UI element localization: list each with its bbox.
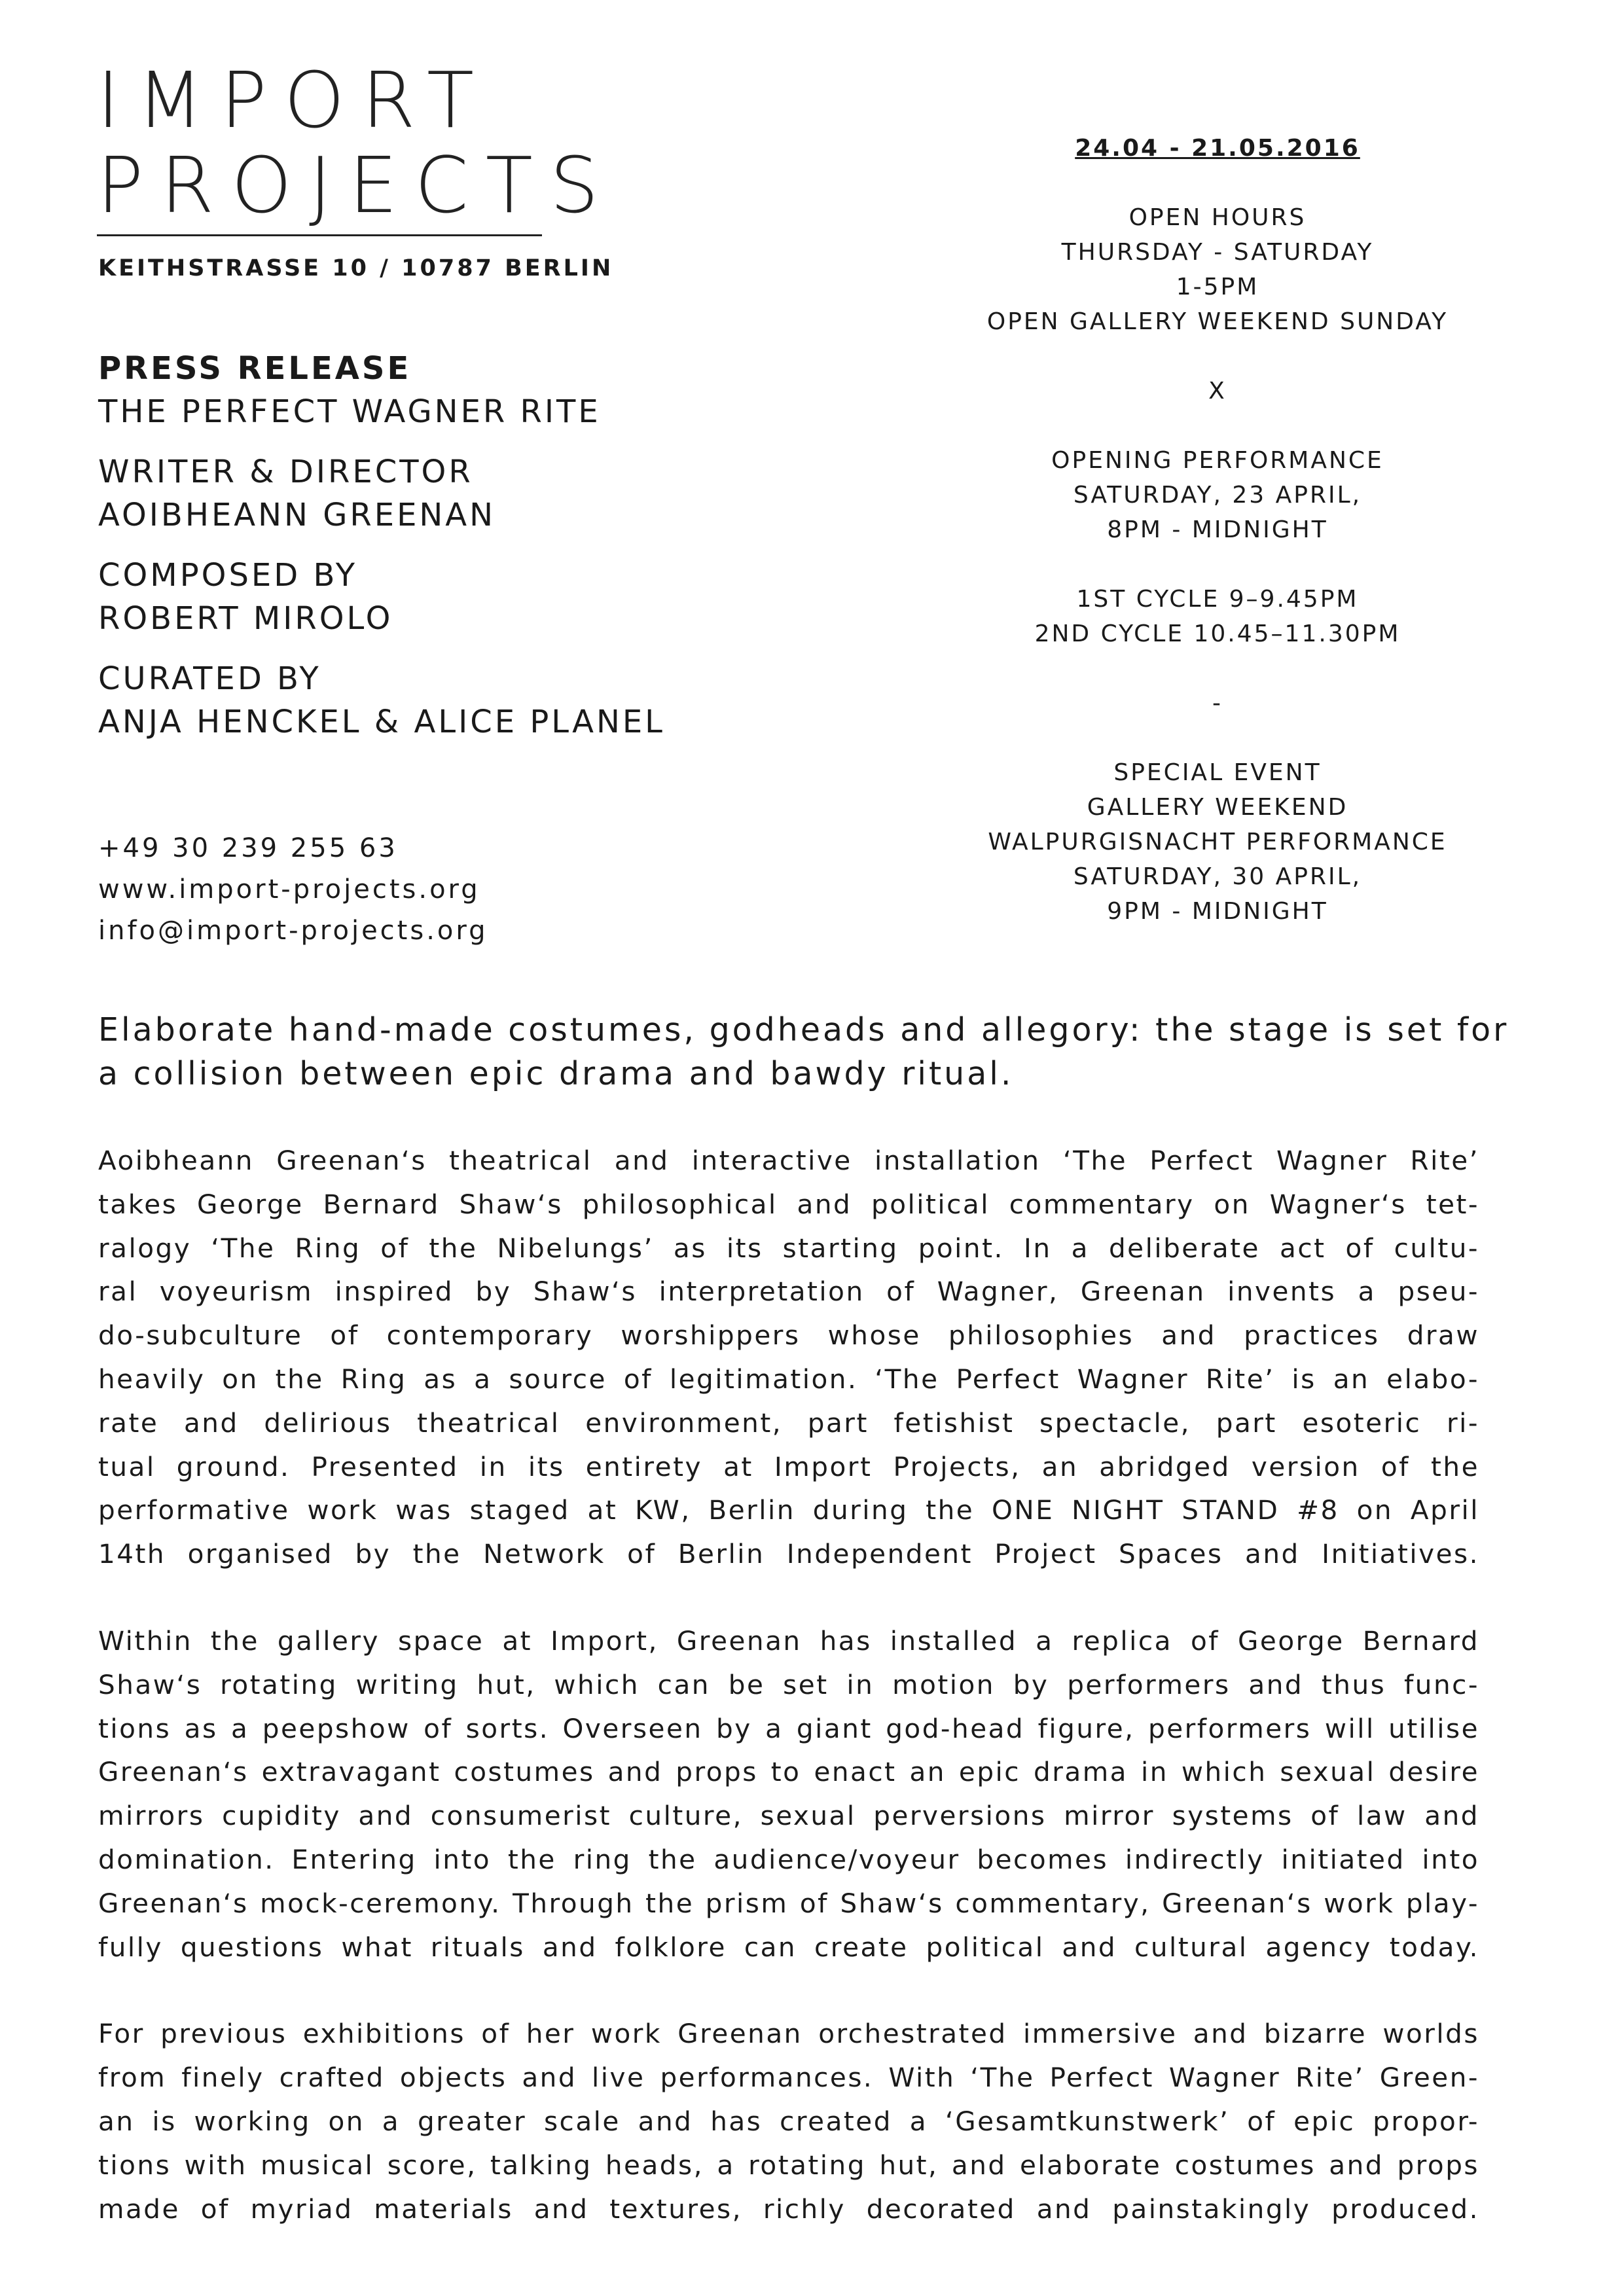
- separator-x: X: [1208, 378, 1227, 404]
- gallery-address: KEITHSTRASSE 10 / 10787 BERLIN: [98, 255, 614, 281]
- first-cycle: 1ST CYCLE 9–9.45PM: [1076, 586, 1359, 613]
- opening-performance-title: OPENING PERFORMANCE: [1051, 447, 1384, 474]
- text-line: rate and delirious theatrical environment, part fetishist spectacle, part esoteric ri-: [98, 1407, 1479, 1439]
- curator-label: CURATED BY: [98, 660, 321, 697]
- special-event-date: SATURDAY, 30 APRIL,: [1073, 863, 1362, 890]
- website-link[interactable]: www.import-projects.org: [98, 874, 480, 905]
- curator-block: [98, 657, 851, 744]
- lead-line: Elaborate hand-made costumes, godheads and allegory: the stage is set for: [98, 1011, 1509, 1049]
- press-release-body: [98, 1139, 1479, 2274]
- special-event-title: SPECIAL EVENT: [1113, 759, 1322, 786]
- text-line: takes George Bernard Shaw‘s philosophical and political commentary on Wagner‘s tet-: [98, 1188, 1479, 1220]
- text-line: For previous exhibitions of her work Greenan orchestrated immersive and bizarre worlds: [98, 2018, 1479, 2050]
- press-release-credits: [98, 347, 851, 761]
- text-line: fully questions what rituals and folklore can create political and cultural agency today.: [98, 1931, 1479, 1963]
- body-paragraph-3: [98, 2012, 1479, 2231]
- special-event-performance: WALPURGISNACHT PERFORMANCE: [988, 829, 1447, 855]
- text-line: ral voyeurism inspired by Shaw‘s interpretation of Wagner, Greenan invents a pseu-: [98, 1276, 1479, 1308]
- text-line: tions as a peepshow of sorts. Overseen by a giant god-head figure, performers will utilise: [98, 1712, 1479, 1744]
- open-hours-days: THURSDAY - SATURDAY: [1061, 239, 1374, 266]
- separator-dash: -: [1212, 690, 1223, 717]
- lead-paragraph: [98, 1008, 1509, 1096]
- opening-performance-time: 8PM - MIDNIGHT: [1107, 516, 1328, 543]
- contact-info: [98, 828, 488, 952]
- writer-name: AOIBHEANN GREENAN: [98, 497, 496, 533]
- title-block: [98, 347, 851, 433]
- email-link[interactable]: info@import-projects.org: [98, 916, 488, 946]
- body-paragraph-2: [98, 1619, 1479, 1969]
- composer-name: ROBERT MIROLO: [98, 600, 393, 637]
- exhibition-dates: 24.04 - 21.05.2016: [1075, 135, 1360, 162]
- text-line: tual ground. Presented in its entirety at Import Projects, an abridged version of the: [98, 1450, 1479, 1482]
- text-line: from finely crafted objects and live performances. With ‘The Perfect Wagner Rite’ Green-: [98, 2062, 1479, 2094]
- text-line: domination. Entering into the ring the audience/voyeur becomes indirectly initiated into: [98, 1843, 1479, 1875]
- text-line: Greenan‘s extravagant costumes and props to enact an epic drama in which sexual desire: [98, 1756, 1479, 1788]
- press-release-label: PRESS RELEASE: [98, 350, 412, 387]
- curator-names: ANJA HENCKEL & ALICE PLANEL: [98, 704, 665, 740]
- lead-line: a collision between epic drama and bawdy ritual.: [98, 1055, 1014, 1092]
- text-line: Greenan‘s mock-ceremony. Through the prism of Shaw‘s commentary, Greenan‘s work play-: [98, 1887, 1479, 1919]
- text-line: 14th organised by the Network of Berlin Independent Project Spaces and Initiatives.: [98, 1538, 1479, 1570]
- text-line: made of myriad materials and textures, richly decorated and painstakingly produced.: [98, 2193, 1479, 2225]
- open-hours-time: 1-5PM: [1176, 274, 1259, 300]
- schedule-info: [916, 131, 1519, 929]
- special-event-gallery-weekend: GALLERY WEEKEND: [1087, 794, 1348, 821]
- logo-line-projects: PROJECTS: [97, 140, 616, 230]
- opening-performance-date: SATURDAY, 23 APRIL,: [1073, 482, 1362, 509]
- open-gallery-weekend: OPEN GALLERY WEEKEND SUNDAY: [986, 308, 1449, 335]
- open-hours-title: OPEN HOURS: [1128, 204, 1307, 231]
- text-line: do-subculture of contemporary worshippers whose philosophies and practices draw: [98, 1319, 1479, 1352]
- composer-label: COMPOSED BY: [98, 557, 358, 594]
- logo-underline: [97, 234, 542, 236]
- text-line: tions with musical score, talking heads, a rotating hut, and elaborate costumes and props: [98, 2149, 1479, 2181]
- body-paragraph-1: [98, 1139, 1479, 1576]
- text-line: heavily on the Ring as a source of legitimation. ‘The Perfect Wagner Rite’ is an elabo-: [98, 1363, 1479, 1395]
- phone-number: +49 30 239 255 63: [98, 833, 398, 863]
- text-line: an is working on a greater scale and has created a ‘Gesamtkunstwerk’ of epic propor-: [98, 2105, 1479, 2137]
- writer-block: [98, 450, 851, 537]
- text-line: Shaw‘s rotating writing hut, which can be set in motion by performers and thus func-: [98, 1668, 1479, 1700]
- text-line: Within the gallery space at Import, Greenan has installed a replica of George Bernard: [98, 1624, 1479, 1657]
- composer-block: [98, 554, 851, 640]
- import-projects-logo: [97, 55, 616, 236]
- second-cycle: 2ND CYCLE 10.45–11.30PM: [1034, 620, 1401, 647]
- writer-label: WRITER & DIRECTOR: [98, 454, 473, 490]
- text-line: mirrors cupidity and consumerist culture, sexual perversions mirror systems of law and: [98, 1800, 1479, 1832]
- logo-line-import: IMPORT: [97, 55, 492, 145]
- exhibition-title: THE PERFECT WAGNER RITE: [98, 393, 601, 430]
- special-event-time: 9PM - MIDNIGHT: [1107, 898, 1328, 925]
- text-line: Aoibheann Greenan‘s theatrical and interactive installation ‘The Perfect Wagner Rite’: [98, 1145, 1479, 1176]
- text-line: ralogy ‘The Ring of the Nibelungs’ as its starting point. In a deliberate act of cultu-: [98, 1232, 1479, 1264]
- text-line: performative work was staged at KW, Berlin during the ONE NIGHT STAND #8 on April: [98, 1494, 1479, 1526]
